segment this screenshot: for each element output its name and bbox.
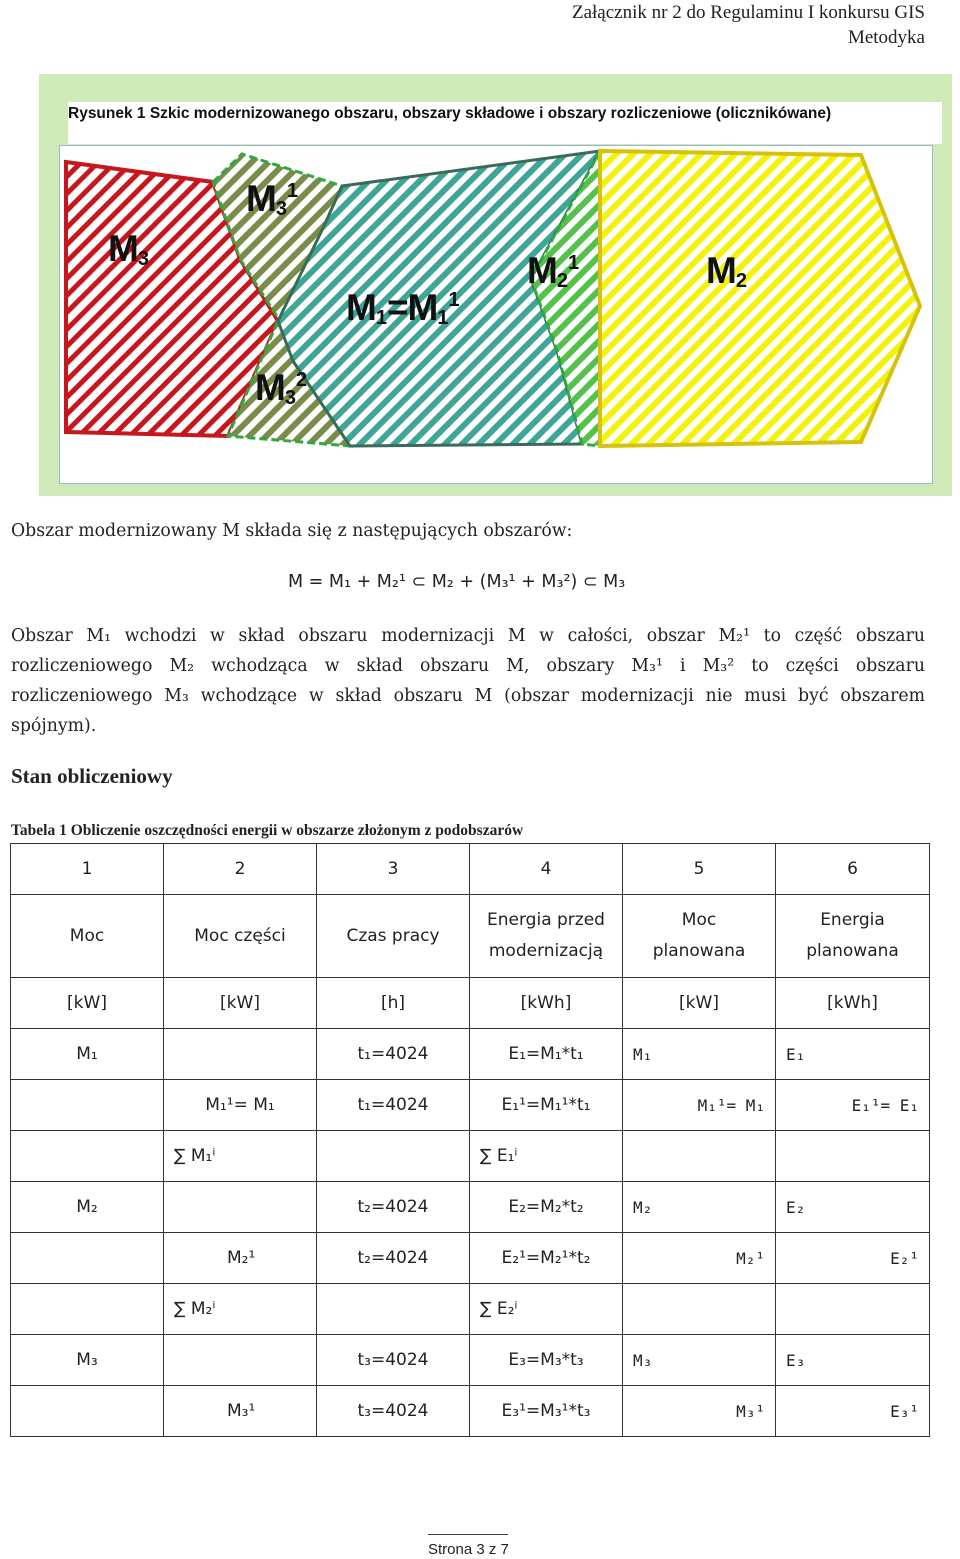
table-cell: 5 [623,844,776,895]
table-cell: E₂¹ [776,1233,930,1284]
table-row [11,1182,930,1233]
table-cell [317,1131,470,1182]
table-header-cell [776,895,930,978]
table-row-numbers [11,844,930,895]
table-cell: ∑ M₂ⁱ [164,1284,317,1335]
energy-table [10,843,930,1437]
table-cell: [kW] [11,978,164,1029]
table-cell: M₁¹= M₁ [623,1080,776,1131]
table-cell [317,1284,470,1335]
header-line: modernizacją [488,941,604,961]
table-cell [623,1131,776,1182]
table-header-cell [623,895,776,978]
table-cell: M₂¹ [164,1233,317,1284]
table-row [11,1131,930,1182]
header-line-2: Metodyka [847,27,925,48]
table-cell: ∑ E₂ⁱ [470,1284,623,1335]
table-cell: t₃=4024 [317,1335,470,1386]
table-cell: E₃¹ [776,1386,930,1437]
table-cell: [h] [317,978,470,1029]
table-cell [164,1182,317,1233]
header-line: planowana [652,941,746,961]
table-cell: M₃¹ [623,1386,776,1437]
table-cell [776,1284,930,1335]
table-cell: E₂¹=M₂¹*t₂ [470,1233,623,1284]
table-cell: M₁¹= M₁ [164,1080,317,1131]
table-cell: E₁=M₁*t₁ [470,1029,623,1080]
table-header-cell [470,895,623,978]
paragraph-line: spójnym). [11,716,97,736]
table-cell: M₂ [11,1182,164,1233]
region-m2 [600,151,920,446]
table-cell: [kWh] [776,978,930,1029]
table-cell: t₂=4024 [317,1182,470,1233]
table-cell: E₃ [776,1335,930,1386]
footer-divider [428,1534,508,1535]
table-row-headers [11,895,930,978]
figure-panel [59,145,933,484]
paragraph-line: Obszar M₁ wchodzi w skład obszaru modernizacji M w całości, obszar M₂¹ to część obszaru [11,626,925,646]
table-header-cell [11,895,164,978]
table-caption: Tabela 1 Obliczenie oszczędności energii w obszarze złożonym z podobszarów [11,822,524,839]
header-line: Moc [69,925,105,946]
table-cell [11,1131,164,1182]
table-cell: 2 [164,844,317,895]
table-cell: [kW] [623,978,776,1029]
page-header [572,0,925,50]
figure [39,74,952,496]
area-diagram [60,146,932,483]
table-cell [11,1233,164,1284]
page-number: Strona 3 z 7 [428,1541,509,1558]
label-m2-1: $M_2^1$ [527,250,580,292]
table-cell: E₁¹= E₁ [776,1080,930,1131]
table-cell: t₁=4024 [317,1080,470,1131]
table-cell [776,1131,930,1182]
section-title: Stan obliczeniowy [11,764,173,788]
table-cell: [kWh] [470,978,623,1029]
table-row [11,1080,930,1131]
table-cell [11,1080,164,1131]
table-cell [11,1284,164,1335]
table-cell: [kW] [164,978,317,1029]
table-cell: t₂=4024 [317,1233,470,1284]
table-cell: E₂ [776,1182,930,1233]
table-cell: E₃¹=M₃¹*t₃ [470,1386,623,1437]
table-cell [164,1029,317,1080]
table-row [11,1029,930,1080]
header-line: Energia [820,910,885,930]
table-cell: E₂=M₂*t₂ [470,1182,623,1233]
table-row [11,1335,930,1386]
label-m3-2: $M_3^2$ [255,367,308,409]
header-line: Moc części [194,925,286,946]
description-paragraph [11,621,925,741]
table-cell: ∑ M₁ⁱ [164,1131,317,1182]
header-line-1: Załącznik nr 2 do Regulaminu I konkursu GIS [571,2,925,23]
table-header-cell [317,895,470,978]
table-cell: M₁ [11,1029,164,1080]
table-cell: M₃¹ [164,1386,317,1437]
table-cell [623,1284,776,1335]
table-cell: E₁ [776,1029,930,1080]
table-cell [164,1335,317,1386]
table-cell: t₁=4024 [317,1029,470,1080]
table-row [11,1233,930,1284]
table-cell: ∑ E₁ⁱ [470,1131,623,1182]
table-row [11,1386,930,1437]
table-cell: M₃ [623,1335,776,1386]
table-cell: M₂ [623,1182,776,1233]
table-cell: t₃=4024 [317,1386,470,1437]
label-m3-1: $M_3^1$ [246,178,299,220]
paragraph-line: rozliczeniowego M₂ wchodząca w skład obszaru M, obszary M₃¹ i M₃² to części obszaru [11,656,925,676]
header-line: Energia przed [487,910,605,930]
table-row-units [11,978,930,1029]
table-cell: M₁ [623,1029,776,1080]
label-m3: $M_3$ [108,228,149,270]
header-line: Moc [681,910,717,930]
table-header-cell [164,895,317,978]
table-cell: M₂¹ [623,1233,776,1284]
label-m1: $M_1=M_1^1$ [346,287,460,329]
figure-title: Rysunek 1 Szkic modernizowanego obszaru, obszary składowe i obszary rozliczeniowe (olicznikówane) [68,102,942,144]
formula: M = M₁ + M₂¹ ⊂ M₂ + (M₃¹ + M₃²) ⊂ M₃ [288,572,626,592]
table-cell: 6 [776,844,930,895]
table-cell: 3 [317,844,470,895]
table-cell: E₁¹=M₁¹*t₁ [470,1080,623,1131]
header-line: planowana [806,941,899,961]
intro-text: Obszar modernizowany M składa się z następujących obszarów: [11,521,573,541]
header-line: Czas pracy [346,925,440,946]
table-row [11,1284,930,1335]
table-cell: E₃=M₃*t₃ [470,1335,623,1386]
table-cell: 4 [470,844,623,895]
table-cell: M₃ [11,1335,164,1386]
table-cell [11,1386,164,1437]
label-m2: $M_2$ [706,250,747,292]
paragraph-line: rozliczeniowego M₃ wchodzące w skład obszaru M (obszar modernizacji nie musi być obszarem [11,686,925,706]
table-cell: 1 [11,844,164,895]
